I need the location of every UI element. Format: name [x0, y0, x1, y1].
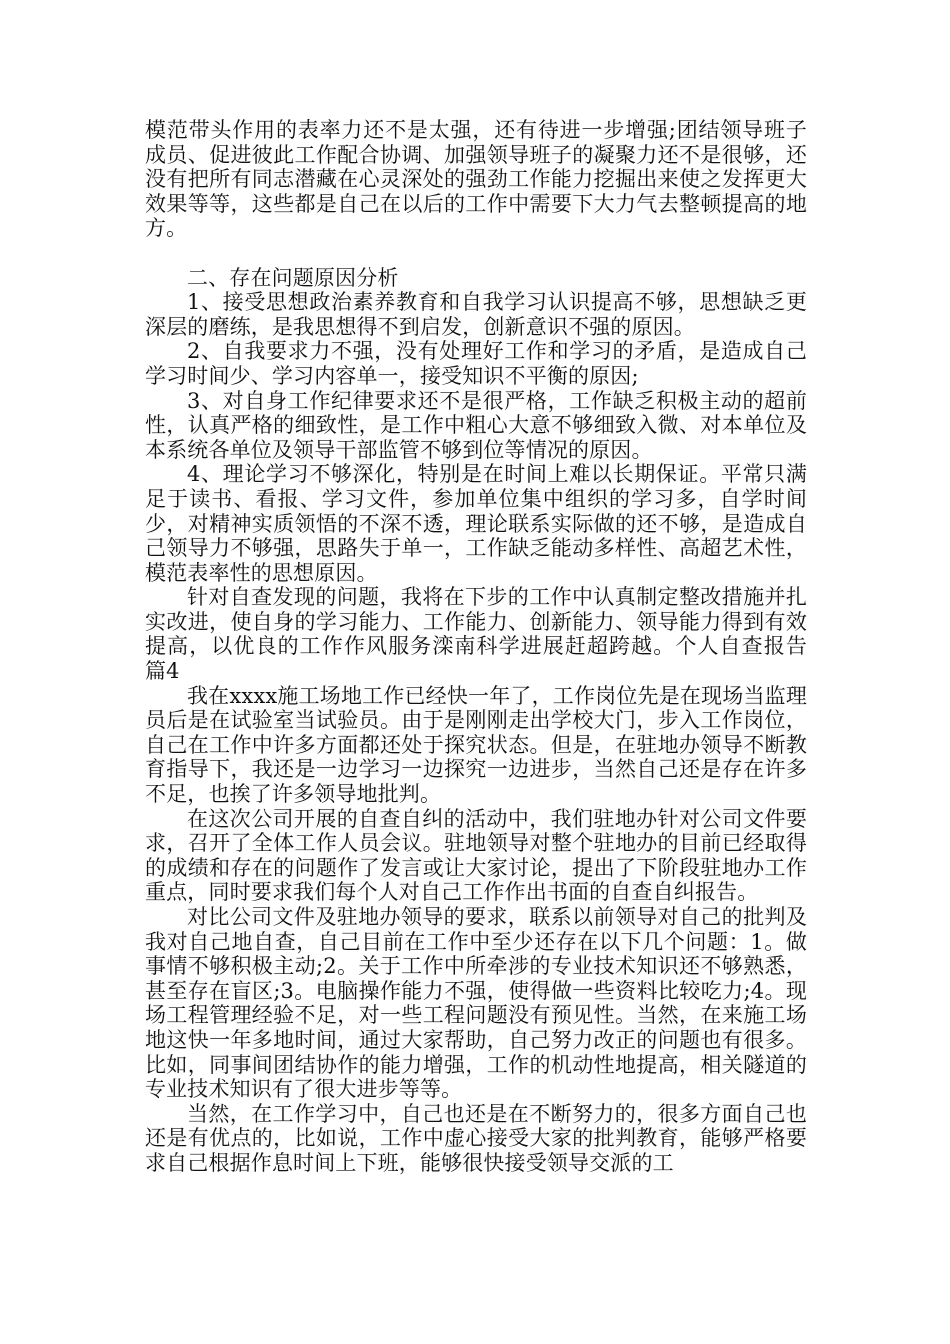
paragraph-intro-4: 我在xxxx施工场地工作已经快一年了，工作岗位先是在现场当监理员后是在试验室当试验员。由于是刚刚走出学校大门，步入工作岗位，自己在工作中许多方面都还处于探究状态。但是，在驻地办领导不断教育指导下，我还是一边学习一边探究一边进步，当然自己还是存在许多不足，也挨了许多领导地批判。	[145, 683, 807, 807]
paragraph-self-check: 在这次公司开展的自查自纠的活动中，我们驻地办针对公司文件要求，召开了全体工作人员会议。驻地领导对整个驻地办的目前已经取得的成绩和存在的问题作了发言或让大家讨论，提出了下阶段驻地办工作重点，同时要求我们每个人对自己工作作出书面的自查自纠报告。	[145, 806, 807, 905]
document-page	[145, 118, 807, 1176]
paragraph-problems: 对比公司文件及驻地办领导的要求，联系以前领导对自己的批判及我对自己地自查，自己目前在工作中至少还存在以下几个问题：1。做事情不够积极主动;2。关于工作中所牵涉的专业技术知识还不够熟悉，甚至存在盲区;3。电脑操作能力不强，使得做一些资料比较吃力;4。现场工程管理经验不足，对一些工程问题没有预见性。当然，在来施工场地这快一年多地时间，通过大家帮助，自己努力改正的问题也有很多。比如，同事间团结协作的能力增强，工作的机动性地提高，相关隧道的专业技术知识有了很大进步等等。	[145, 905, 807, 1102]
paragraph-reason-2: 2、自我要求力不强，没有处理好工作和学习的矛盾，是造成自己学习时间少、学习内容单一，接受知识不平衡的原因;	[145, 339, 807, 388]
paragraph-reason-4: 4、理论学习不够深化，特别是在时间上难以长期保证。平常只满足于读书、看报、学习文件，参加单位集中组织的学习多，自学时间少，对精神实质领悟的不深不透，理论联系实际做的还不够，是造成自己领导力不够强，思路失于单一，工作缺乏能动多样性、高超艺术性，模范表率性的思想原因。	[145, 462, 807, 585]
paragraph-strengths: 当然，在工作学习中，自己也还是在不断努力的，很多方面自己也还是有优点的，比如说，工作中虚心接受大家的批判教育，能够严格要求自己根据作息时间上下班，能够很快接受领导交派的工	[145, 1101, 807, 1175]
paragraph-continuation: 模范带头作用的表率力还不是太强，还有待进一步增强;团结领导班子成员、促进彼此工作配合协调、加强领导班子的凝聚力还不是很够，还没有把所有同志潜藏在心灵深处的强劲工作能力挖掘出来使之发挥更大效果等等，这些都是自己在以后的工作中需要下大力气去整顿提高的地方。	[145, 118, 807, 241]
paragraph-reason-1: 1、接受思想政治素养教育和自我学习认识提高不够，思想缺乏更深层的磨练，是我思想得不到启发，创新意识不强的原因。	[145, 290, 807, 339]
section-heading: 二、存在问题原因分析	[187, 265, 399, 290]
paragraph-reason-3: 3、对自身工作纪律要求还不是很严格，工作缺乏积极主动的超前性，认真严格的细致性，是工作中粗心大意不够细致入微、对本单位及本系统各单位及领导干部监管不够到位等情况的原因。	[145, 388, 807, 462]
paragraph-rectification: 针对自查发现的问题，我将在下步的工作中认真制定整改措施并扎实改进，使自身的学习能力、工作能力、创新能力、领导能力得到有效提高，以优良的工作作风服务滦南科学进展赶超跨越。个人自查报告 篇4	[145, 585, 807, 684]
